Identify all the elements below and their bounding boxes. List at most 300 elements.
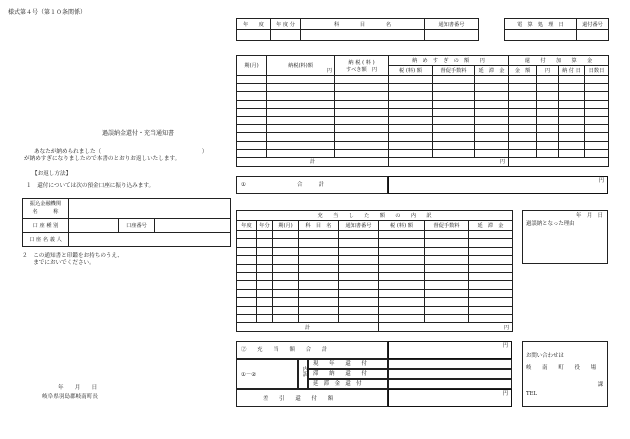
overpay-cell[interactable] <box>433 76 475 84</box>
appr-cell[interactable] <box>425 306 469 314</box>
appr-cell[interactable] <box>299 298 339 306</box>
sum-label-num: ① <box>241 182 246 188</box>
overpay-cell[interactable] <box>433 108 475 116</box>
overpay-cell[interactable] <box>475 100 509 108</box>
overpay-cell[interactable] <box>585 141 609 149</box>
overpay-cell[interactable] <box>335 84 389 92</box>
appr-cell[interactable] <box>339 306 379 314</box>
appr-cell[interactable] <box>339 256 379 264</box>
appr-cell[interactable] <box>339 247 379 255</box>
overpay-cell[interactable] <box>537 84 559 92</box>
diff-side-label: 内訳 <box>301 366 308 377</box>
notice-title: 過誤納金還付・充当通知書 <box>102 130 175 137</box>
appr-cell[interactable] <box>273 272 299 280</box>
appr-cell[interactable] <box>273 314 299 322</box>
overpay-cell[interactable] <box>267 125 335 133</box>
overpay-row <box>237 108 609 116</box>
appr-cell[interactable] <box>339 272 379 280</box>
appr-cell[interactable] <box>237 306 257 314</box>
appr-cell[interactable] <box>273 247 299 255</box>
appr-row <box>237 272 513 280</box>
overpay-cell[interactable] <box>335 100 389 108</box>
sum-label-box <box>236 176 388 194</box>
overpay-cell[interactable] <box>509 108 537 116</box>
appr-total-label: 計 <box>237 323 379 332</box>
appr-cell[interactable] <box>425 298 469 306</box>
overpay-cell[interactable] <box>585 76 609 84</box>
overpay-cell[interactable] <box>475 84 509 92</box>
overpay-total-label: 計 <box>237 157 389 166</box>
overpay-cell[interactable] <box>585 92 609 100</box>
header-refund-number: 還付番号 <box>577 19 609 30</box>
header-notice-number-value[interactable] <box>425 30 479 41</box>
appr-cell[interactable] <box>299 272 339 280</box>
appr-cell[interactable] <box>339 264 379 272</box>
overpay-cell[interactable] <box>335 76 389 84</box>
arrears-value[interactable] <box>388 379 512 389</box>
overpay-cell[interactable] <box>585 84 609 92</box>
overpay-cell[interactable] <box>509 84 537 92</box>
overpay-cell[interactable] <box>537 133 559 141</box>
overpay-cell[interactable] <box>537 100 559 108</box>
appr-cell[interactable] <box>469 289 513 297</box>
appr-cell[interactable] <box>379 281 425 289</box>
sum-label: 合 計 <box>297 182 324 188</box>
header-year-division-value[interactable] <box>271 30 301 41</box>
appr-row <box>237 289 513 297</box>
diff-box <box>236 359 298 389</box>
appr-cell[interactable] <box>379 272 425 280</box>
account-holder-value[interactable] <box>69 233 231 247</box>
appr-col-header: 期(月) <box>273 221 299 231</box>
overpay-cell[interactable] <box>267 133 335 141</box>
col-overpaid-tax: 税 (料) 額 <box>389 66 433 76</box>
appr-cell[interactable] <box>425 289 469 297</box>
appr-cell[interactable] <box>379 314 425 322</box>
appr-cell[interactable] <box>299 256 339 264</box>
overpay-cell[interactable] <box>335 149 389 157</box>
overpay-cell[interactable] <box>433 149 475 157</box>
overpay-row <box>237 125 609 133</box>
appr-cell[interactable] <box>273 281 299 289</box>
overpay-cell[interactable] <box>237 100 267 108</box>
appr-cell[interactable] <box>237 298 257 306</box>
appr-cell[interactable] <box>273 256 299 264</box>
appr-col-header: 年分 <box>257 221 273 231</box>
appr-cell[interactable] <box>469 264 513 272</box>
overpay-cell[interactable] <box>475 125 509 133</box>
appr-cell[interactable] <box>257 314 273 322</box>
overpay-cell[interactable] <box>433 84 475 92</box>
method-item1: １ 還付については次の預金口座に振り込みます。 <box>26 183 155 189</box>
overpay-cell[interactable] <box>237 84 267 92</box>
overpay-cell[interactable] <box>475 108 509 116</box>
appr-cell[interactable] <box>299 239 339 247</box>
arrears-label: 延 滞 金 還 付 <box>313 381 362 387</box>
account-type-value[interactable] <box>69 219 119 233</box>
appr-cell[interactable] <box>237 264 257 272</box>
overpay-cell[interactable] <box>389 92 433 100</box>
overpay-cell[interactable] <box>335 141 389 149</box>
overpay-cell[interactable] <box>559 125 585 133</box>
bank-name-value[interactable] <box>69 199 231 219</box>
overpay-cell[interactable] <box>585 100 609 108</box>
overpay-cell[interactable] <box>237 116 267 124</box>
appr-cell[interactable] <box>237 281 257 289</box>
overpay-cell[interactable] <box>585 125 609 133</box>
appr-cell[interactable] <box>469 306 513 314</box>
overpay-row <box>237 100 609 108</box>
appr-cell[interactable] <box>379 298 425 306</box>
net-refund-yen: 円 <box>502 391 508 397</box>
overpay-cell[interactable] <box>237 141 267 149</box>
appr-cell[interactable] <box>379 289 425 297</box>
appr-cell[interactable] <box>273 231 299 239</box>
appr-cell[interactable] <box>469 314 513 322</box>
overpay-cell[interactable] <box>237 76 267 84</box>
overpay-cell[interactable] <box>389 100 433 108</box>
appr-cell[interactable] <box>257 306 273 314</box>
overpay-cell[interactable] <box>475 92 509 100</box>
overpay-cell[interactable] <box>475 116 509 124</box>
overpay-row <box>237 133 609 141</box>
refund-number-value[interactable] <box>577 30 609 41</box>
appr-cell[interactable] <box>257 298 273 306</box>
reason-label: 過誤納となった理由 <box>526 221 575 227</box>
past-year-value[interactable] <box>388 369 512 379</box>
appr-row <box>237 314 513 322</box>
account-number-label: 口座番号 <box>119 219 155 233</box>
appr-cell[interactable] <box>257 239 273 247</box>
appr-cell[interactable] <box>257 289 273 297</box>
overpay-cell[interactable] <box>389 125 433 133</box>
appr-cell[interactable] <box>339 298 379 306</box>
appr-cell[interactable] <box>339 314 379 322</box>
contact-section: 課 <box>597 382 603 388</box>
overpay-cell[interactable] <box>389 116 433 124</box>
overpay-cell[interactable] <box>389 141 433 149</box>
overpay-cell[interactable] <box>267 100 335 108</box>
account-number-value[interactable] <box>155 219 231 233</box>
col-overpaid-fee: 督促手数料 <box>433 66 475 76</box>
overpay-cell[interactable] <box>509 100 537 108</box>
appr-cell[interactable] <box>425 272 469 280</box>
overpay-cell[interactable] <box>237 149 267 157</box>
current-year-row <box>308 359 388 369</box>
overpay-cell[interactable] <box>335 108 389 116</box>
account-holder-label: 口 座 名 義 人 <box>23 233 69 247</box>
appr-cell[interactable] <box>339 289 379 297</box>
appr-cell[interactable] <box>469 272 513 280</box>
net-refund-label: 差 引 還 付 額 <box>263 396 334 402</box>
net-refund-value[interactable] <box>388 389 512 407</box>
overpay-cell[interactable] <box>509 133 537 141</box>
overpay-cell[interactable] <box>475 133 509 141</box>
notice-line2: が納めすぎになりましたので本書のとおりお返しいたします。 <box>24 156 181 162</box>
overpay-cell[interactable] <box>433 141 475 149</box>
appr-cell[interactable] <box>257 281 273 289</box>
reason-date: 年 月 日 <box>576 213 603 219</box>
past-year-row <box>308 369 388 379</box>
appr-cell[interactable] <box>469 256 513 264</box>
appr-cell[interactable] <box>425 256 469 264</box>
reason-box[interactable] <box>522 210 608 264</box>
overpay-cell[interactable] <box>585 133 609 141</box>
overpay-row <box>237 92 609 100</box>
overpay-cell[interactable] <box>237 133 267 141</box>
overpay-cell[interactable] <box>237 125 267 133</box>
issuer-name: 岐阜県羽島郡岐南町長 <box>42 394 98 400</box>
overpay-cell[interactable] <box>237 92 267 100</box>
appr-cell[interactable] <box>339 231 379 239</box>
appr-cell[interactable] <box>273 306 299 314</box>
appr-cell[interactable] <box>299 247 339 255</box>
processing-table <box>504 18 609 41</box>
appr-row <box>237 281 513 289</box>
overpay-cell[interactable] <box>267 76 335 84</box>
header-notice-number: 通知書番号 <box>425 19 479 30</box>
col-tax-amount <box>267 56 335 76</box>
col-due-amount-line2: すべき額 円 <box>345 66 378 73</box>
past-year-label: 滞 納 還 付 <box>313 371 367 377</box>
overpay-cell[interactable] <box>389 84 433 92</box>
appr-cell[interactable] <box>257 256 273 264</box>
appr-cell[interactable] <box>237 314 257 322</box>
appr-cell[interactable] <box>299 314 339 322</box>
col-overpaid-arrears: 延 滞 金 <box>475 66 509 76</box>
overpay-cell[interactable] <box>559 133 585 141</box>
appr-row <box>237 298 513 306</box>
overpay-cell[interactable] <box>267 84 335 92</box>
overpay-cell[interactable] <box>585 149 609 157</box>
overpay-cell[interactable] <box>509 141 537 149</box>
overpay-cell[interactable] <box>475 76 509 84</box>
overpay-cell[interactable] <box>537 108 559 116</box>
appr-cell[interactable] <box>425 239 469 247</box>
appr-cell[interactable] <box>425 281 469 289</box>
overpay-cell[interactable] <box>267 108 335 116</box>
header-subject-value[interactable] <box>301 30 425 41</box>
appr-cell[interactable] <box>299 289 339 297</box>
appr-cell[interactable] <box>379 231 425 239</box>
appr-cell[interactable] <box>469 281 513 289</box>
overpay-cell[interactable] <box>537 92 559 100</box>
col-refund-add: 還 付 加 算 金 <box>509 56 609 66</box>
appr-cell[interactable] <box>425 314 469 322</box>
appr-row <box>237 239 513 247</box>
contact-tel: TEL <box>526 391 538 397</box>
overpay-cell[interactable] <box>559 76 585 84</box>
item2-line2: までにおいでください。 <box>22 260 95 266</box>
overpay-cell[interactable] <box>509 149 537 157</box>
overpay-cell[interactable] <box>335 133 389 141</box>
appr-cell[interactable] <box>257 264 273 272</box>
appr-cell[interactable] <box>425 264 469 272</box>
overpay-cell[interactable] <box>559 100 585 108</box>
col-refund-amount: 金 額 <box>509 66 537 76</box>
overpay-cell[interactable] <box>237 108 267 116</box>
col-refund-paydate: 納 付 日 <box>559 66 585 76</box>
overpay-cell[interactable] <box>585 108 609 116</box>
overpay-cell[interactable] <box>537 149 559 157</box>
processing-date-value[interactable] <box>505 30 577 41</box>
overpay-cell[interactable] <box>537 76 559 84</box>
notice-line1: あなたが納められました（ ） <box>34 149 208 155</box>
appr-cell[interactable] <box>425 247 469 255</box>
appr-cell[interactable] <box>237 256 257 264</box>
overpay-row <box>237 76 609 84</box>
overpay-cell[interactable] <box>335 92 389 100</box>
diff-side-box <box>298 359 308 389</box>
overpay-cell[interactable] <box>475 141 509 149</box>
appr-col-header: 年度 <box>237 221 257 231</box>
appr-col-header: 督促手数料 <box>425 221 469 231</box>
overpay-cell[interactable] <box>433 116 475 124</box>
appr-cell[interactable] <box>469 231 513 239</box>
contact-label: お問い合わせは <box>526 353 564 359</box>
appr-total-value[interactable] <box>388 341 512 359</box>
overpay-cell[interactable] <box>537 125 559 133</box>
header-year-division: 年 度 分 <box>271 19 301 30</box>
appr-row <box>237 256 513 264</box>
appr-cell[interactable] <box>299 281 339 289</box>
header-year: 年 度 <box>237 19 271 30</box>
arrears-row <box>308 379 388 389</box>
overpay-cell[interactable] <box>335 125 389 133</box>
col-due-amount <box>335 56 389 76</box>
overpay-cell[interactable] <box>389 149 433 157</box>
overpay-cell[interactable] <box>559 92 585 100</box>
overpay-cell[interactable] <box>559 149 585 157</box>
appr-cell[interactable] <box>237 272 257 280</box>
diff-label: ①－② <box>241 372 257 378</box>
overpay-cell[interactable] <box>509 116 537 124</box>
overpay-cell[interactable] <box>267 141 335 149</box>
appr-col-header: 延 滞 金 <box>469 221 513 231</box>
overpay-row <box>237 141 609 149</box>
overpay-cell[interactable] <box>509 76 537 84</box>
overpay-cell[interactable] <box>559 84 585 92</box>
account-type-label: 口 座 種 別 <box>23 219 69 233</box>
col-tax-amount-label: 納税(料)額 <box>288 63 313 69</box>
item2-line1: ２ この通知書と印鑑をお持ちのうえ、 <box>22 253 124 259</box>
overpay-cell[interactable] <box>433 125 475 133</box>
col-tax-amount-unit: 円 <box>326 68 332 74</box>
appr-cell[interactable] <box>379 247 425 255</box>
appr-total-value-yen: 円 <box>502 343 508 349</box>
sum-yen: 円 <box>598 178 604 184</box>
appr-cell[interactable] <box>299 264 339 272</box>
appr-cell[interactable] <box>379 256 425 264</box>
overpay-cell[interactable] <box>433 100 475 108</box>
appr-row <box>237 231 513 239</box>
overpay-cell[interactable] <box>537 141 559 149</box>
overpay-cell[interactable] <box>585 116 609 124</box>
appr-cell[interactable] <box>273 289 299 297</box>
overpay-cell[interactable] <box>267 116 335 124</box>
header-year-value[interactable] <box>237 30 271 41</box>
appr-cell[interactable] <box>237 231 257 239</box>
appr-col-header: 科 目 名 <box>299 221 339 231</box>
appr-col-header: 税 (料) 額 <box>379 221 425 231</box>
appr-cell[interactable] <box>299 306 339 314</box>
overpay-row <box>237 149 609 157</box>
appr-cell[interactable] <box>379 306 425 314</box>
col-refund-yen: 円 <box>537 66 559 76</box>
appr-cell[interactable] <box>273 298 299 306</box>
appr-cell[interactable] <box>469 298 513 306</box>
overpay-cell[interactable] <box>559 108 585 116</box>
appr-cell[interactable] <box>237 239 257 247</box>
header-processing-date: 電 算 処 理 日 <box>505 19 577 30</box>
appr-row <box>237 247 513 255</box>
appr-cell[interactable] <box>339 239 379 247</box>
overpayment-table <box>236 55 609 167</box>
method-heading: 【お返し方法】 <box>32 171 72 177</box>
appr-total-yen-text: 円 <box>503 324 510 331</box>
overpay-cell[interactable] <box>389 76 433 84</box>
col-overpaid: 納 め す ぎ の 額 円 <box>389 56 509 66</box>
appr-cell[interactable] <box>237 247 257 255</box>
appr-cell[interactable] <box>273 239 299 247</box>
issue-date: 年 月 日 <box>58 385 98 391</box>
appr-cell[interactable] <box>257 247 273 255</box>
appr-cell[interactable] <box>425 231 469 239</box>
overpay-cell[interactable] <box>389 108 433 116</box>
appr-cell[interactable] <box>257 272 273 280</box>
overpay-cell[interactable] <box>537 116 559 124</box>
bank-table <box>22 198 231 247</box>
appr-cell[interactable] <box>273 264 299 272</box>
overpay-cell[interactable] <box>389 133 433 141</box>
overpay-cell[interactable] <box>509 92 537 100</box>
appr-cell[interactable] <box>379 264 425 272</box>
overpay-cell[interactable] <box>267 149 335 157</box>
appr-cell[interactable] <box>469 239 513 247</box>
appr-row <box>237 264 513 272</box>
overpay-cell[interactable] <box>559 141 585 149</box>
form-number: 様式第４号（第１０条関係） <box>8 9 87 16</box>
overpay-total-extra <box>509 157 609 166</box>
appr-row <box>237 306 513 314</box>
overpay-cell[interactable] <box>433 133 475 141</box>
net-refund-box <box>236 389 388 407</box>
header-subject: 科 目 名 <box>301 19 425 30</box>
overpay-cell[interactable] <box>509 125 537 133</box>
current-year-label: 現 年 還 付 <box>313 361 367 367</box>
overpay-cell[interactable] <box>475 149 509 157</box>
col-refund-days: 日数日 <box>585 66 609 76</box>
overpay-cell[interactable] <box>559 116 585 124</box>
appropriation-table <box>236 210 513 332</box>
overpay-cell[interactable] <box>335 116 389 124</box>
bank-name-label: 振込金融機関 名 称 <box>23 199 69 219</box>
sum-value-box[interactable] <box>388 176 608 194</box>
contact-box <box>522 341 608 407</box>
appr-cell[interactable] <box>257 231 273 239</box>
appr-cell[interactable] <box>469 247 513 255</box>
overpay-cell[interactable] <box>433 92 475 100</box>
overpay-row <box>237 116 609 124</box>
appr-cell[interactable] <box>299 231 339 239</box>
overpay-total-yen-text: 円 <box>499 159 505 166</box>
appr-cell[interactable] <box>379 239 425 247</box>
overpay-cell[interactable] <box>267 92 335 100</box>
current-year-value[interactable] <box>388 359 512 369</box>
appr-cell[interactable] <box>237 289 257 297</box>
contact-office: 岐 南 町 役 場 <box>526 365 597 371</box>
appr-cell[interactable] <box>339 281 379 289</box>
